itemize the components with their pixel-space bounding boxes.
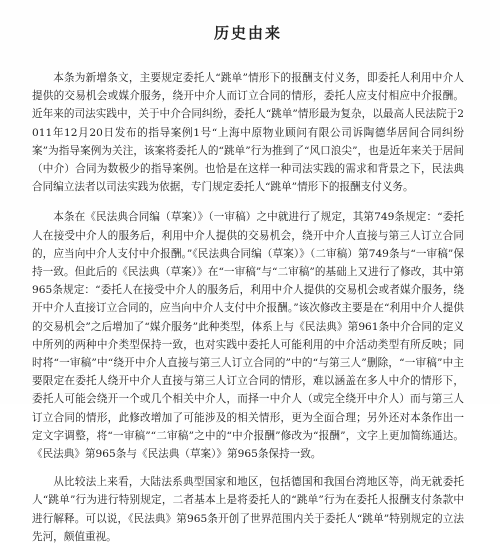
paragraph-drafts: 本条在《民法典合同编（草案）》（一审稿）之中就进行了规定，其第749条规定：“委托人在接受中介人的服务后，利用中介人提供的交易机会，绕开中介人直接与第三人订立合同的，应当向中介人支付中介报酬。”《民法典合同编（草案）》（二审稿）第749条与“一审稿”保持一致。但此后的《民法典（草案）》在“一审稿”与“二审稿”的基础上又进行了修改，其中第965条规定：“委托人在接受中介人的服务后，利用中介人提供的交易机会或者媒介服务，绕开中介人直接订立合同的，应当向中介人支付中介报酬。”该次修改主要是在“利用中介人提供的交易机会”之后增加了“媒介服务”此种类型，体系上与《民法典》第961条中介合同的定义中所列的两种中介类型保持一致，也对实践中委托人可能利用的中介活动类型有所反映；同时将“一审稿”中“绕开中介人直接与第三人订立合同的”中的“与第三人”删除，“一审稿”中主要限定在委托人绕开中介人直接与第三人订立合同的情形，难以涵盖在多人中介的情形下，委托人可能会绕开一个或几个相关中介人，而择一中介人（或完全绕开中介人）而与第三人订立合同的情形，此修改增加了可能涉及的相关情形，更为全面合理；另外还对本条作出一定文字调整，将“一审稿”“二审稿”之中的“中介报酬”修改为“报酬”，文字上更加简练通达。《民法典》第965条与《民法典（草案）》第965条保持一致。 xyxy=(32,211,464,461)
paragraph-comparative: 从比较法上来看，大陆法系典型国家和地区，包括德国和我国台湾地区等，尚无就委托人“跳单”行为进行特别规定，二者基本上是将委托人的“跳单”行为在委托人报酬支付条款中进行解释。可以说，《民法典》第965条开创了世界范围内关于委托人“跳单”特别规定的立法先河，颇值重视。 xyxy=(32,476,464,543)
document-title: 历史由来 xyxy=(213,24,282,42)
paragraph-intro: 本条为新增条文，主要规定委托人“跳单”情形下的报酬支付义务，即委托人利用中介人提供的交易机会或媒介服务，绕开中介人而订立合同的情形，委托人应支付相应中介报酬。近年来的司法实践中，关于中介合同纠纷，委托人“跳单”情形最为复杂，以最高人民法院于2011年12月20日发布的指导案例1号“上海中原物业顾问有限公司诉陶德华居间合同纠纷案”为指导案例为关注，该案将委托人的“跳单”行为推到了“风口浪尖”，也是近年来关于居间（中介）合同为数极少的指导案例。也恰是在这样一种司法实践的需求和背景之下，民法典合同编立法者以司法实践为依据，专门规定委托人“跳单”情形下的报酬支付义务。 xyxy=(32,72,464,194)
